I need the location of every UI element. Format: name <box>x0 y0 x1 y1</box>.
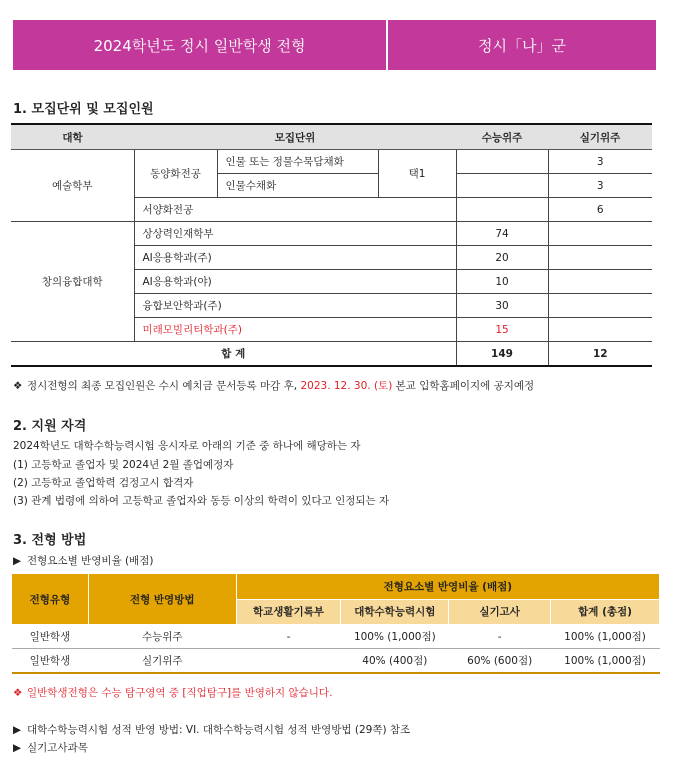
csat-cell: 15 <box>456 318 548 342</box>
selection-table <box>11 573 660 674</box>
bullet-line <box>13 740 88 755</box>
choose-one: 택1 <box>378 150 456 198</box>
csat-cell <box>456 150 548 174</box>
row-total: 100% (1,000점) <box>551 649 660 674</box>
row-practical: 60% (600점) <box>449 649 551 674</box>
triangle-bullet-icon: ▶ <box>13 724 22 736</box>
header-csat: 대학수학능력시험 <box>341 599 449 625</box>
total-label: 합 계 <box>11 342 456 367</box>
eligibility-line: (1) 고등학교 졸업자 및 2024년 2월 졸업예정자 <box>13 459 234 471</box>
row-method: 수능위주 <box>88 625 236 649</box>
unit-security: 융합보안학과(주) <box>134 294 456 318</box>
note-text: 일반학생전형은 수능 탐구영역 중 [직업탐구]를 반영하지 않습니다. <box>27 687 333 699</box>
table-header-row <box>12 574 660 600</box>
unit-imagination: 상상력인재학부 <box>134 222 456 246</box>
row-type: 일반학생 <box>12 649 89 674</box>
csat-cell <box>456 198 548 222</box>
selection-subtitle <box>13 553 153 568</box>
note-prefix: 정시전형의 최종 모집인원은 수시 예치금 문서등록 마감 후, <box>27 380 298 392</box>
table-header-row <box>11 124 652 150</box>
row-method: 실기위주 <box>88 649 236 674</box>
practical-cell: 6 <box>548 198 652 222</box>
college-creative: 창의융합대학 <box>11 222 134 342</box>
table-row <box>11 222 652 246</box>
header-unit: 모집단위 <box>134 124 456 150</box>
csat-cell: 20 <box>456 246 548 270</box>
section2-title: 2. 지원 자격 <box>13 419 87 434</box>
practical-cell: 3 <box>548 174 652 198</box>
header-type: 전형유형 <box>12 574 89 625</box>
eligibility-line: 2024학년도 대학수학능력시험 응시자로 아래의 기준 중 하나에 해당하는 자 <box>13 440 361 452</box>
triangle-bullet-icon: ▶ <box>13 555 22 567</box>
csat-cell: 10 <box>456 270 548 294</box>
row-type: 일반학생 <box>12 625 89 649</box>
section3-title: 3. 전형 방법 <box>13 533 87 548</box>
unit-western: 서양화전공 <box>134 198 456 222</box>
header-ratio-group: 전형요소별 반영비율 (배점) <box>236 574 659 600</box>
practical-cell: 3 <box>548 150 652 174</box>
total-row <box>11 342 652 367</box>
row-csat: 100% (1,000점) <box>341 625 449 649</box>
section1-note <box>13 378 534 393</box>
row-practical: - <box>449 625 551 649</box>
diamond-icon: ❖ <box>13 687 23 699</box>
total-csat: 149 <box>456 342 548 367</box>
header-method: 전형 반영방법 <box>88 574 236 625</box>
csat-cell: 30 <box>456 294 548 318</box>
total-practical: 12 <box>548 342 652 367</box>
practical-cell <box>548 294 652 318</box>
header-record: 학교생활기록부 <box>236 599 341 625</box>
bullet-line <box>13 722 410 737</box>
header-group: 정시「나」군 <box>388 20 656 70</box>
row-record <box>236 649 341 674</box>
diamond-icon: ❖ <box>13 380 23 392</box>
header-total: 합계 (총점) <box>551 599 660 625</box>
practical-cell <box>548 270 652 294</box>
csat-cell <box>456 174 548 198</box>
row-record: - <box>236 625 341 649</box>
header-practical: 실기위주 <box>548 124 652 150</box>
college-art: 예술학부 <box>11 150 134 222</box>
note-suffix: 본교 입학홈페이지에 공지예정 <box>395 380 535 392</box>
csat-cell: 74 <box>456 222 548 246</box>
recruitment-table <box>11 123 652 367</box>
header-college: 대학 <box>11 124 134 150</box>
header-csat: 수능위주 <box>456 124 548 150</box>
table-row <box>11 150 652 174</box>
unit-mobility: 미래모빌리티학과(주) <box>134 318 456 342</box>
row-total: 100% (1,000점) <box>551 625 660 649</box>
triangle-bullet-icon: ▶ <box>13 742 22 754</box>
section1-title: 1. 모집단위 및 모집인원 <box>13 102 154 117</box>
unit-ai-day: AI응용학과(주) <box>134 246 456 270</box>
unit-oriental-a: 인물 또는 정물수묵담채화 <box>217 150 378 174</box>
header-practical: 실기고사 <box>449 599 551 625</box>
eligibility-line: (3) 관계 법령에 의하여 고등학교 졸업자와 동등 이상의 학력이 있다고 인정되는 자 <box>13 495 390 507</box>
row-csat: 40% (400점) <box>341 649 449 674</box>
practical-cell <box>548 222 652 246</box>
eligibility-line: (2) 고등학교 졸업학력 검정고시 합격자 <box>13 477 194 489</box>
note-date: 2023. 12. 30. (토) <box>300 380 393 392</box>
unit-oriental-b: 인물수채화 <box>217 174 378 198</box>
unit-ai-night: AI응용학과(야) <box>134 270 456 294</box>
subtitle-text: 전형요소별 반영비율 (배점) <box>27 555 154 567</box>
table-row <box>12 625 660 649</box>
practical-cell <box>548 246 652 270</box>
practical-cell <box>548 318 652 342</box>
bullet-text: 실기고사과목 <box>27 742 88 754</box>
bullet-text: 대학수학능력시험 성적 반영 방법: VI. 대학수학능력시험 성적 반영방법 (29쪽) 참조 <box>27 724 411 736</box>
unit-oriental: 동양화전공 <box>134 150 217 198</box>
header-title: 2024학년도 정시 일반학생 전형 <box>13 20 386 70</box>
section3-note <box>13 685 332 700</box>
table-row <box>12 649 660 674</box>
